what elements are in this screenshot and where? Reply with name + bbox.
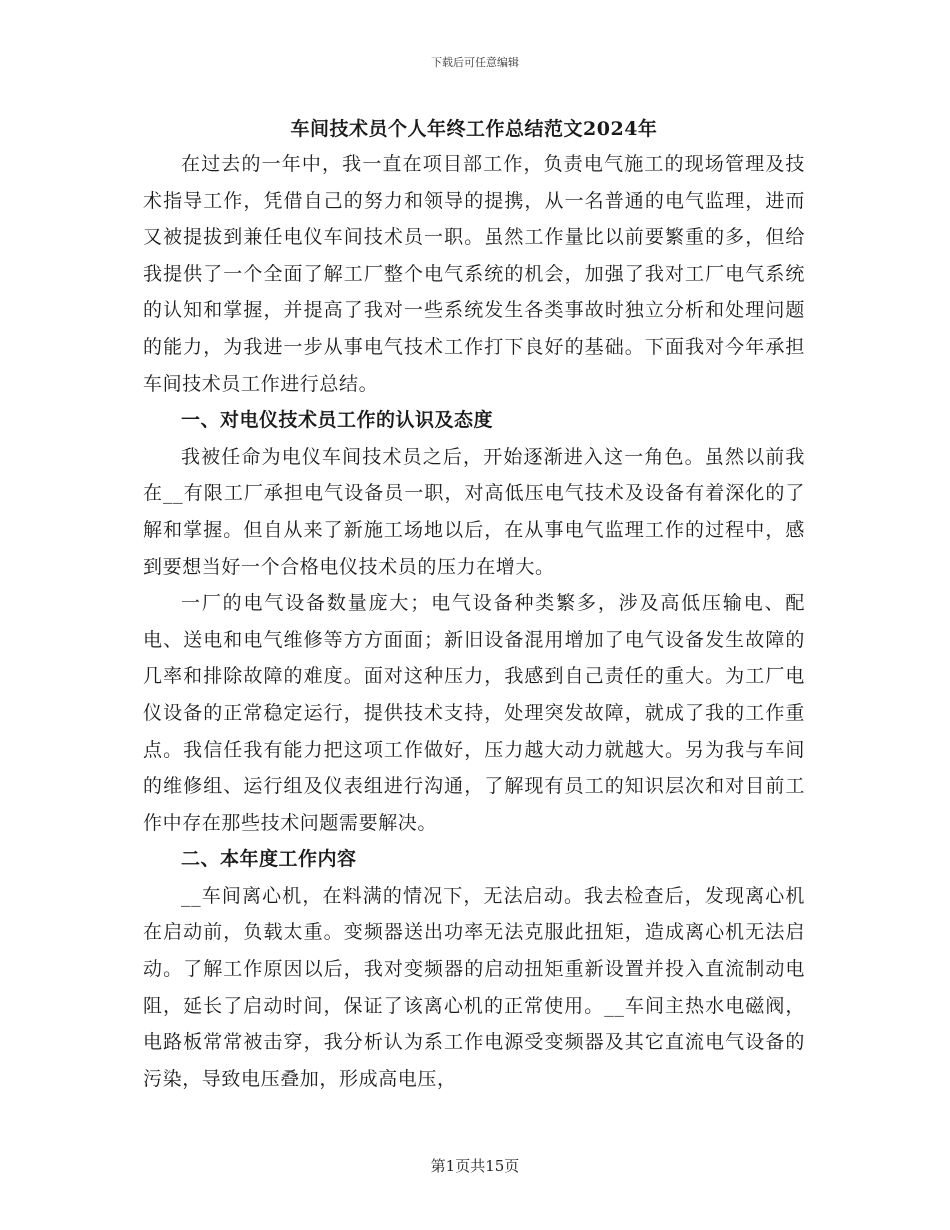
paragraph-section1-b: 一厂的电气设备数量庞大；电气设备种类繁多，涉及高低压输电、配电、送电和电气维修等方方面面；新旧设备混用增加了电气设备发生故障的几率和排除故障的难度。面对这种压力，我感到自己责任的重大。为工厂电仪设备的正常稳定运行，提供技术支持，处理突发故障，就成了我的工作重点。我信任我有能力把这项工作做好，压力越大动力就越大。另为我与车间的维修组、运行组及仪表组进行沟通，了解现有员工的知识层次和对目前工作中存在那些技术问题需要解决。: [143, 592, 805, 834]
document-title: 车间技术员个人年终工作总结范文2024年: [290, 118, 658, 140]
page-header-note: 下载后可任意编辑: [431, 56, 519, 69]
section-heading-1: 一、对电仪技术员工作的认识及态度: [181, 409, 494, 432]
document-body: [143, 112, 805, 1097]
paragraph-intro: 在过去的一年中，我一直在项目部工作，负责电气施工的现场管理及技术指导工作，凭借自己的努力和领导的提携，从一名普通的电气监理，进而又被提拔到兼任电仪车间技术员一职。虽然工作量比以前要繁重的多，但给我提供了一个全面了解工厂整个电气系统的机会，加强了我对工厂电气系统的认知和掌握，并提高了我对一些系统发生各类事故时独立分析和处理问题的能力，为我进一步从事电气技术工作打下良好的基础。下面我对今年承担车间技术员工作进行总结。: [143, 153, 805, 395]
paragraph-section1-a: 我被任命为电仪车间技术员之后，开始逐渐进入这一角色。虽然以前我在__有限工厂承担电气设备员一职，对高低压电气技术及设备有着深化的了解和掌握。但自从来了新施工场地以后，在从事电气监理工作的过程中，感到要想当好一个合格电仪技术员的压力在增大。: [143, 445, 805, 578]
section-heading-2: 二、本年度工作内容: [181, 848, 357, 871]
paragraph-section2-a: __车间离心机，在料满的情况下，无法启动。我去检查后，发现离心机在启动前，负载太重。变频器送出功率无法克服此扭矩，造成离心机无法启动。了解工作原因以后，我对变频器的启动扭矩重新设置并投入直流制动电阻，延长了启动时间，保证了该离心机的正常使用。__车间主热水电磁阀，电路板常常被击穿，我分析认为系工作电源受变频器及其它直流电气设备的污染，导致电压叠加，形成高电压，: [143, 884, 805, 1090]
page-number: 第1页共15页: [430, 1157, 520, 1175]
